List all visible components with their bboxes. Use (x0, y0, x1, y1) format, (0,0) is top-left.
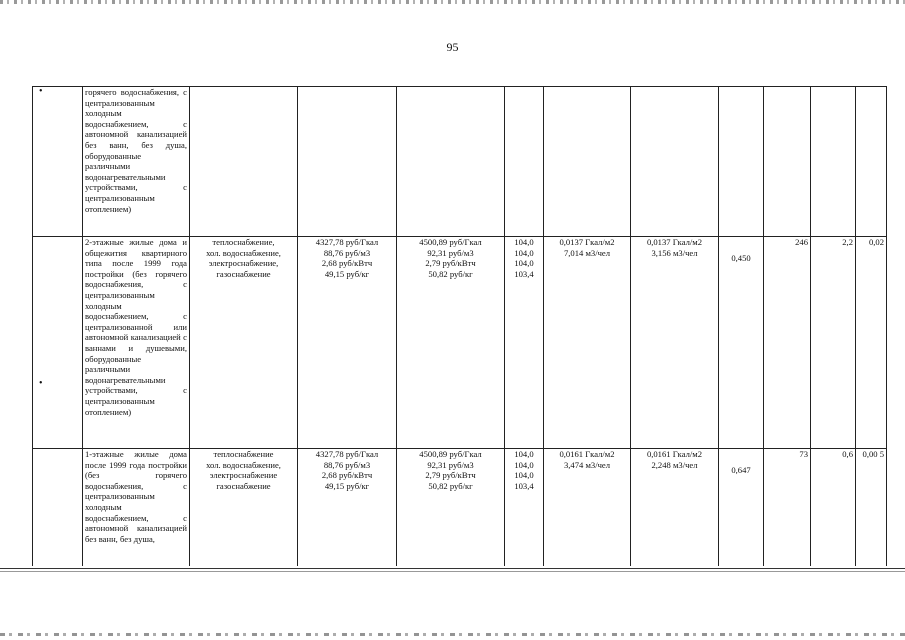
norm-b-cell (631, 237, 719, 449)
value-3-cell (856, 449, 887, 566)
row-marker-cell (33, 87, 83, 237)
row-marker-cell (33, 237, 83, 449)
index-line: 104,0 (514, 258, 534, 269)
value-1: 246 (795, 237, 808, 247)
norm-a-line: 0,0161 Гкал/м2 (559, 449, 615, 459)
service-line: хол. водоснабжение, (206, 459, 281, 470)
page-bottom-rule-shadow (0, 571, 905, 572)
value-3: 0,02 (868, 237, 884, 247)
tariff-a-line: 4327,78 руб/Гкал (315, 449, 379, 459)
house-type-description: 1-этажные жилые дома после 1999 года постройки (без горячего водоснабжения, с централизованным холодным водоснабжением, с автономной канализацией без ванн, без душа, (83, 449, 190, 566)
scan-edge-bottom (0, 633, 905, 636)
norm-b-line: 2,248 м3/чел (651, 459, 698, 470)
norm-a-cell (544, 87, 631, 237)
tariff-b-line: 50,82 руб/кг (428, 480, 473, 491)
coefficient-value: 0,647 (731, 465, 751, 475)
index-line: 104,0 (514, 470, 534, 481)
value-2: 2,2 (842, 237, 853, 247)
tariff-table (32, 86, 887, 566)
coefficient-value: 0,450 (731, 253, 751, 263)
norm-b-line: 0,0161 Гкал/м2 (646, 449, 703, 459)
tariff-a-line: 49,15 руб/кг (324, 268, 370, 279)
service-line: теплоснабжение (213, 449, 274, 459)
tariff-b-line: 50,82 руб/кг (428, 268, 473, 279)
value-2-cell (811, 449, 856, 566)
value-1: 73 (799, 449, 808, 459)
norm-a-cell (544, 237, 631, 449)
tariff-b-line: 92,31 руб/м3 (427, 247, 474, 258)
service-line: электроснабжение, (208, 258, 279, 269)
table-row (33, 87, 887, 237)
table-row (33, 449, 887, 566)
index-line: 103,4 (514, 268, 534, 279)
index-line: 103,4 (514, 480, 534, 491)
index-line: 104,0 (514, 237, 534, 247)
coefficient-cell (719, 449, 764, 566)
service-line: газоснабжение (216, 268, 271, 279)
value-3-cell (856, 237, 887, 449)
services-cell (190, 87, 298, 237)
norm-a-line: 3,474 м3/чел (563, 459, 611, 470)
index-line: 104,0 (514, 449, 534, 459)
tariff-a-cell (298, 237, 397, 449)
service-line: хол. водоснабжение, (206, 247, 281, 258)
tariff-a-line: 88,76 руб/м3 (323, 247, 371, 258)
tariff-b-line: 4500,89 руб/Гкал (419, 449, 482, 459)
tariff-b-line: 2,79 руб/кВтч (425, 470, 476, 481)
page-bottom-rule (0, 568, 905, 569)
index-cell (505, 449, 544, 566)
norm-b-cell (631, 449, 719, 566)
house-type-description: 2-этажные жилые дома и общежития квартирного типа после 1999 года постройки (без горячего водоснабжения, с централизованным холодным водоснабжением, с централизованной или автономной канализацией с ваннами и душевыми, оборудованные различными водонагревательными устройствами, с централизованным отоплением) (83, 237, 190, 449)
norm-a-cell (544, 449, 631, 566)
tariff-a-line: 49,15 руб/кг (324, 480, 370, 491)
tariff-a-line: 2,68 руб/кВтч (321, 258, 373, 269)
services-cell (190, 237, 298, 449)
tariff-b-line: 4500,89 руб/Гкал (419, 237, 482, 247)
tariff-a-cell (298, 87, 397, 237)
index-line: 104,0 (514, 459, 534, 470)
value-1-cell (764, 449, 811, 566)
value-2-cell (811, 87, 856, 237)
value-3: 0,00 5 (862, 449, 884, 459)
service-line: электроснабжение (209, 470, 278, 481)
norm-b-line: 0,0137 Гкал/м2 (646, 237, 703, 247)
tariff-b-cell (397, 449, 505, 566)
coefficient-cell (719, 237, 764, 449)
value-3-cell (856, 87, 887, 237)
norm-b-cell (631, 87, 719, 237)
tariff-a-line: 4327,78 руб/Гкал (315, 237, 379, 247)
service-line: газоснабжение (216, 480, 271, 491)
page-number: 95 (446, 40, 459, 54)
norm-a-line: 0,0137 Гкал/м2 (559, 237, 615, 247)
value-2-cell (811, 237, 856, 449)
house-type-description: горячего водоснабжения, с централизованным холодным водоснабжением, с автономной канализацией без ванн, без душа, оборудованные различными водонагревательными устройствами, с централизованным отоплением) (83, 87, 190, 237)
services-cell (190, 449, 298, 566)
row-marker: • (39, 378, 43, 389)
tariff-b-line: 2,79 руб/кВтч (425, 258, 476, 269)
norm-a-line: 7,014 м3/чел (563, 247, 611, 258)
tariff-b-cell (397, 87, 505, 237)
index-line: 104,0 (514, 247, 534, 258)
index-cell (505, 87, 544, 237)
service-line: теплоснабжение, (212, 237, 275, 247)
value-2: 0,6 (842, 449, 853, 459)
norm-b-line: 3,156 м3/чел (651, 247, 698, 258)
table-body (33, 87, 887, 566)
tariff-b-cell (397, 237, 505, 449)
value-1-cell (764, 237, 811, 449)
table-row (33, 237, 887, 449)
index-cell (505, 237, 544, 449)
row-marker: • (39, 86, 43, 97)
tariff-a-cell (298, 449, 397, 566)
tariff-b-line: 92,31 руб/м3 (427, 459, 474, 470)
coefficient-cell (719, 87, 764, 237)
scan-edge-top (0, 0, 905, 4)
tariff-a-line: 2,68 руб/кВтч (321, 470, 373, 481)
row-marker-cell (33, 449, 83, 566)
value-1-cell (764, 87, 811, 237)
tariff-a-line: 88,76 руб/м3 (323, 459, 371, 470)
